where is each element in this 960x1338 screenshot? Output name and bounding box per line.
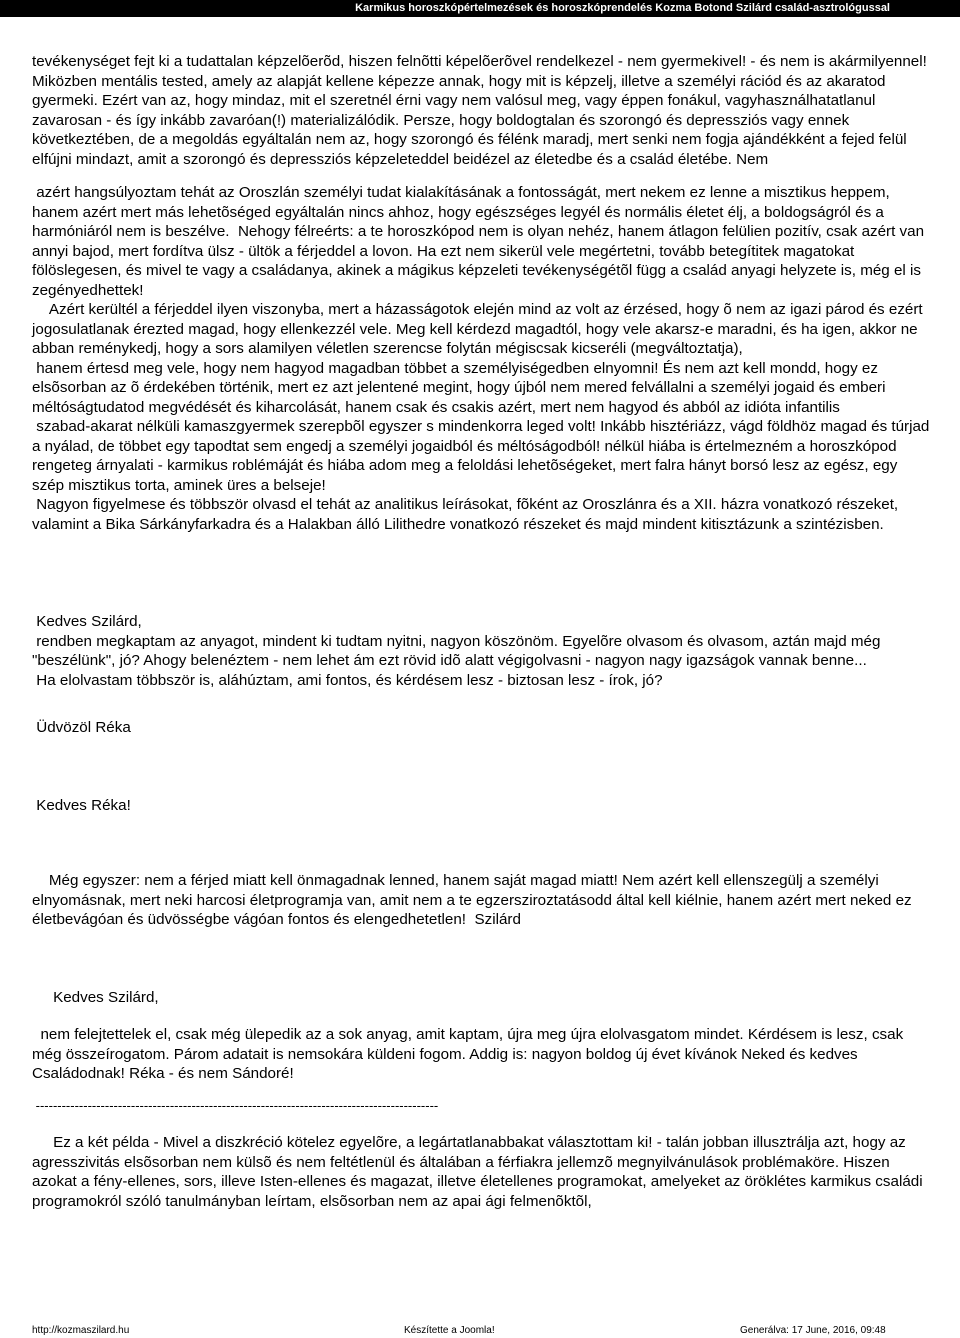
spacer — [32, 1084, 932, 1096]
footer-generated: Generálva: 17 June, 2016, 09:48 — [740, 1325, 886, 1336]
spacer — [32, 738, 932, 796]
letter1-body: rendben megkaptam az anyagot, mindent ki tudtam nyitni, nagyon köszönöm. Egyelõre olvasom és olvasom, aztán majd még "beszélünk", jó? Ahogy belenéztem - nem lehet ám ezt rövid idõ alatt végigolvasni - nagyon nagy igazságok vannak benne... — [32, 632, 885, 669]
paragraph-3: Azért kerültél a férjeddel ilyen viszonyba, mert a házasságotok elején mind az volt az érzésed, hogy õ nem az igazi párod és ezért jogosulatlanak érezted magad, hogy ellenkezzél vele. Meg kell kérdezd magadtól, hogy vele akarsz-e maradni, és ha igen, akkor ne abban reménykedj, hogy a sors alamilyen véletlen szerencse folytán mégiscsak kicseréli (megváltoztatja), — [32, 301, 927, 357]
spacer — [32, 690, 932, 718]
paragraph-2: azért hangsúlyoztam tehát az Oroszlán személyi tudat kialakításának a fontosságát, mert nekem ez lenne a misztikus heppem, hanem azért mert más lehetõséged egyáltalán nincs ahhoz, hogy egészséges legyél és normális életet élj, a boldogságról és a harmóniáról nem is beszélve. Nehogy félreérts: a te horoszkópod nem is olyan nehéz, hanem átlagon felülien pozitív, csak azért van annyi bajod, mert fordítva ülsz - ültök a férjeddel a lovon. Ha ezt nem sikerül vele megértetni, tovább betegítitek magatokat fölöslegesen, és mivel te vagy a családanya, akinek a mágikus képzeleti tevékenységétõl függ a család anyagi helyzete is, még el is zegényedhettek! — [32, 184, 929, 299]
letter3-greeting: Kedves Szilárd, — [32, 988, 159, 1006]
header-bar — [0, 0, 960, 17]
footer-credit: Készítette a Joomla! — [404, 1325, 495, 1336]
letter1-signoff: Üdvözöl Réka — [32, 719, 131, 736]
paragraph-5: szabad-akarat nélküli kamaszgyermek szerepbõl egyszer s mindenkorra leged volt! Inkább hisztériázz, vágd földhöz magad és túrjad a nyálad, de többet egy tapodtat sem engedj a személyi jogaidból és méltóságodból! nélkül hiába is értelmezném a horoszkópod rengeteg árnyalati - karmikus roblémáját és hiába adom meg a feloldási lehetõségeket, mert falra hányt borsó lesz az egész, egy szép misztikus torta, aminek üres a belseje! — [32, 418, 934, 494]
letter1-greeting: Kedves Szilárd, — [32, 613, 142, 630]
spacer — [32, 930, 932, 988]
header-title: Karmikus horoszkópértelmezések és horoszkóprendelés Kozma Botond Szilárd család-asztrológussal — [355, 2, 890, 14]
spacer — [32, 1115, 932, 1133]
letter3-body: nem felejtettelek el, csak még ülepedik az a sok anyag, amit kaptam, újra meg újra elolvasgatom mindet. Kérdésem is lesz, csak még összeírogatom. Párom adatait is nemsokára küldeni fogom. Addig is: nagyon boldog új évet kívánok Neked és kedves Családodnak! Réka - és nem Sándoré! — [32, 1026, 908, 1082]
spacer — [32, 534, 932, 612]
separator-line: --------------------------------------------------------------------------------------------- — [32, 1097, 439, 1113]
spacer — [32, 1007, 932, 1025]
paragraph-1: tevékenységet fejt ki a tudattalan képzelõerõd, hiszen felnõtti képelõerõvel rendelkezel - nem gyermekivel! - és nem is akármilyennel! Miközben mentális tested, amely az alapját kellene képezze annak, hogy mit is képzelj, illetve a személyi rációd és az akaratod gyermeki. Ezért van az, hogy mindaz, mit el szeretnél érni vagy nem valósul meg, vagy éppen fonákul, vagyhasználhatatlanul zavarosan - és így inkább zavaróan(!) materializálódik. Persze, hogy boldogtalan és szorongó és depressziós vagy ennek következtében, de a megoldás egyáltalán nem az, hogy szorongó és félénk maradj, mert senki nem fogja ajándékként a fejed felül elfújni mindazt, amit a szorongó és depressziós képzeleteddel beidézel az életedbe és a család életébe. Nem — [32, 53, 932, 168]
spacer — [32, 815, 932, 871]
footer-url[interactable]: http://kozmaszilard.hu — [32, 1325, 130, 1336]
spacer — [32, 169, 932, 183]
paragraph-6: Nagyon figyelmese és többször olvasd el tehát az analitikus leírásokat, fõként az Oroszlánra és a XII. házra vonatkozó részeket, valamint a Bika Sárkányfarkadra és a Halakban álló Lilithedre vonatkozó részeket és majd mindent kitisztázunk a szintézisben. — [32, 496, 903, 533]
paragraph-4: hanem értesd meg vele, hogy nem hagyod magadban többet a személyiségedben elnyomni! És nem azt kell mondd, hogy ez elsõsorban az õ érdekében történik, mert ez azt jelentené megint, hogy újból nem mered felvállalni a személyi jogaid és emberi méltóságtudatod megvédését és kiharcolását, hanem csak és csakis azért, mert nem hagyod és abból az idióta infantilis — [32, 359, 890, 416]
closing-paragraph: Ez a két példa - Mivel a diszkréció kötelez egyelõre, a legártatlanabbakat választottam ki! - talán jobban illusztrálja azt, hogy az agresszivitás elsõsorban nem külsõ és nem feltétlenül és általában a férfiakra jellemzõ megnyilvánulások problémaköre. Hiszen azokat a fény-ellenes, sors, illeve Isten-ellenes és magazat, illetve életellenes programokat, amelyeket az öröklétes karmikus családi programokról szóló tanulmányban leírtam, elsõsorban nem az apai ági felmenõktõl, — [32, 1134, 927, 1210]
letter2-body: Még egyszer: nem a férjed miatt kell önmagadnak lenned, hanem saját magad miatt! Nem azért kell ellenszegülj a személyi elnyomásnak, mert neki harcosi életprogramja van, amit nem a te egzersziroztatásodd által kell kiélnie, hanem azért mert neked ez életbevágóan és üdvösségbe vágóan fontos és elengedhetetlen! Szilárd — [32, 872, 916, 928]
letter1-line2: Ha elolvastam többször is, aláhúztam, ami fontos, és kérdésem lesz - biztosan lesz - írok, jó? — [32, 671, 663, 689]
letter2-greeting: Kedves Réka! — [32, 796, 131, 814]
article-content — [32, 52, 932, 1211]
